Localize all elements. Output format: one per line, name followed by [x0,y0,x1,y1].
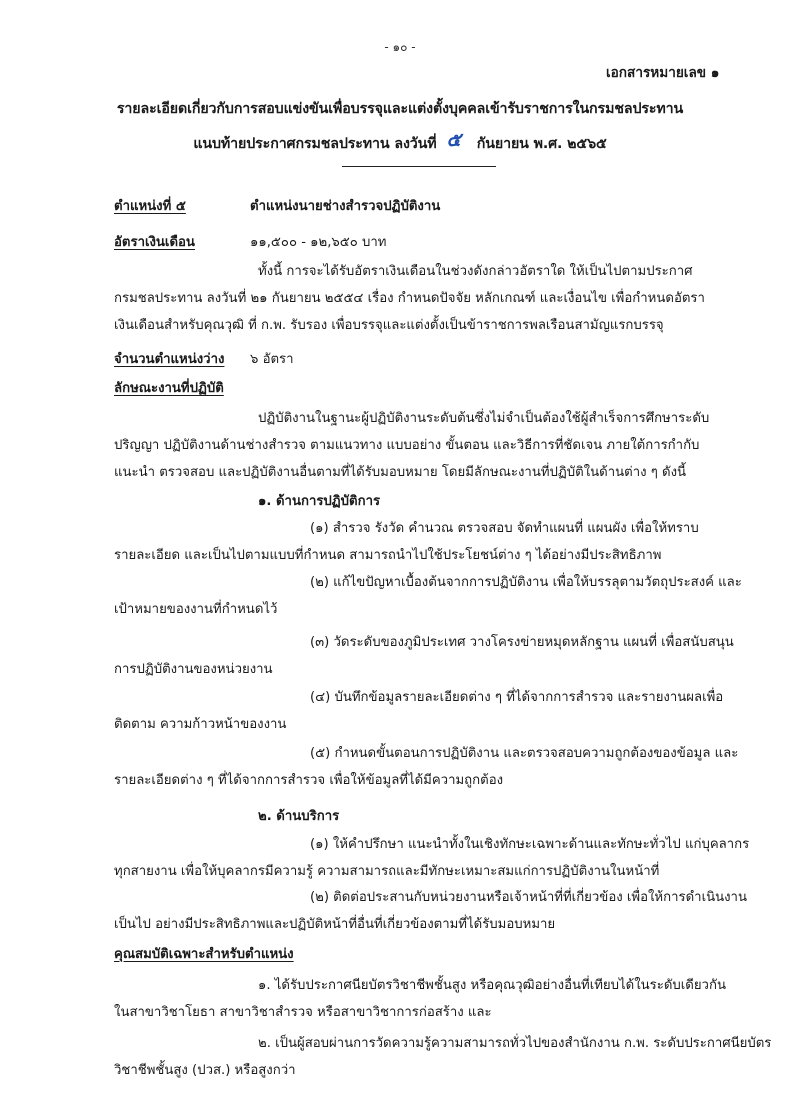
section-services-title: ๒. ด้านบริการ [258,809,340,824]
salary-note-line3: เงินเดือนสำหรับคุณวุฒิ ที่ ก.พ. รับรอง เพื่อบรรจุและแต่งตั้งเป็นข้าราชการพลเรือนสามัญแรกบรรจุ [114,318,664,333]
operations-item-2-rest: เป้าหมายของงานที่กำหนดไว้ [114,602,278,617]
position-title: ตำแหน่งนายช่างสำรวจปฏิบัติงาน [250,199,441,214]
operations-item-1-first: (๑) สำรวจ รังวัด คำนวณ ตรวจสอบ จัดทำแผนที่ แผนผัง เพื่อให้ทราบ [310,521,699,536]
salary-note-line1: ทั้งนี้ การจะได้รับอัตราเงินเดือนในช่วงดังกล่าวอัตราใด ให้เป็นไปตามประกาศ [258,264,693,279]
operations-item-1-rest: รายละเอียด และเป็นไปตามแบบที่กำหนด สามารถนำไปใช้ประโยชน์ต่าง ๆ ได้อย่างมีประสิทธิภาพ [114,548,662,563]
operations-item-5-rest: รายละเอียดต่าง ๆ ที่ได้จากการสำรวจ เพื่อให้ข้อมูลที่ได้มีความถูกต้อง [114,773,504,788]
qualification-item-1-first: ๑. ได้รับประกาศนียบัตรวิชาชีพชั้นสูง หรือคุณวุฒิอย่างอื่นที่เทียบได้ในระดับเดียวกัน [258,978,726,993]
duties-intro-line1: ปฏิบัติงานในฐานะผู้ปฏิบัติงานระดับต้นซึ่งไม่จำเป็นต้องใช้ผู้สำเร็จการศึกษาระดับ [258,411,710,426]
qualifications-heading: คุณสมบัติเฉพาะสำหรับตำแหน่ง [114,947,294,962]
handwritten-day-mark: ๕ [446,129,461,151]
duties-intro-line3: แนะนำ ตรวจสอบ และปฏิบัติงานอื่นตามที่ได้รับมอบหมาย โดยมีลักษณะงานที่ปฏิบัติในด้านต่าง ๆ ดังนี้ [114,465,687,480]
duties-heading: ลักษณะงานที่ปฏิบัติ [114,381,224,396]
salary-note-line2: กรมชลประทาน ลงวันที่ ๒๑ กันยายน ๒๕๕๔ เรื่อง กำหนดปัจจัย หลักเกณฑ์ และเงื่อนไข เพื่อกำหนดอัตรา [114,291,705,306]
operations-item-3-first: (๓) วัดระดับของภูมิประเทศ วางโครงข่ายหมุดหลักฐาน แผนที่ เพื่อสนับสนุน [310,635,734,650]
operations-item-3-rest: การปฏิบัติงานของหน่วยงาน [114,662,273,677]
position-label: ตำแหน่งที่ ๕ [114,199,186,214]
services-item-1-rest: ทุกสายงาน เพื่อให้บุคลากรมีความรู้ ความสามารถและมีทักษะเหมาะสมแก่การปฏิบัติงานในหน้าที่ [114,864,660,879]
document-title-line2 [0,127,800,157]
duties-intro-line2: ปริญญา ปฏิบัติงานด้านช่างสำรวจ ตามแนวทาง แบบอย่าง ขั้นตอน และวิธีการที่ชัดเจน ภายใต้การกำกับ [114,438,700,453]
operations-item-4-first: (๔) บันทึกข้อมูลรายละเอียดต่าง ๆ ที่ได้จากการสำรวจ และรายงานผลเพื่อ [310,690,724,705]
qualification-item-2-first: ๒. เป็นผู้สอบผ่านการวัดความรู้ความสามารถทั่วไปของสำนักงาน ก.พ. ระดับประกาศนียบัตร [258,1036,772,1051]
vacancies-count: ๖ อัตรา [250,352,294,367]
title-suffix: กันยายน พ.ศ. ๒๕๖๕ [476,136,607,152]
salary-label: อัตราเงินเดือน [114,235,195,250]
qualification-item-2-rest: วิชาชีพชั้นสูง (ปวส.) หรือสูงกว่า [114,1063,296,1078]
vacancies-label: จำนวนตำแหน่งว่าง [114,352,225,367]
title-prefix: แนบท้ายประกาศกรมชลประทาน ลงวันที่ [193,136,437,152]
services-item-1-first: (๑) ให้คำปรึกษา แนะนำทั้งในเชิงทักษะเฉพาะด้านและทักษะทั่วไป แก่บุคลากร [310,837,750,852]
services-item-2-rest: เป็นไป อย่างมีประสิทธิภาพและปฏิบัติหน้าที่อื่นที่เกี่ยวข้องตามที่ได้รับมอบหมาย [114,917,556,932]
document-reference: เอกสารหมายเลข ๑ [606,65,720,81]
section-operations-title: ๑. ด้านการปฏิบัติการ [258,494,381,509]
qualification-item-1-rest: ในสาขาวิชาโยธา สาขาวิชาสำรวจ หรือสาขาวิชาการก่อสร้าง และ [114,1005,492,1020]
services-item-2-first: (๒) ติดต่อประสานกับหน่วยงานหรือเจ้าหน้าที่ที่เกี่ยวข้อง เพื่อให้การดำเนินงาน [310,890,747,905]
operations-item-2-first: (๒) แก้ไขปัญหาเบื้องต้นจากการปฏิบัติงาน เพื่อให้บรรลุตามวัตถุประสงค์ และ [310,575,742,590]
operations-item-4-rest: ติดตาม ความก้าวหน้าของงาน [114,717,287,732]
document-title-line1: รายละเอียดเกี่ยวกับการสอบแข่งขันเพื่อบรรจุและแต่งตั้งบุคคลเข้ารับราชการในกรมชลประทาน [116,101,684,117]
title-divider [342,166,496,167]
operations-item-5-first: (๕) กำหนดขั้นตอนการปฏิบัติงาน และตรวจสอบความถูกต้องของข้อมูล และ [310,746,739,761]
page-number: - ๑๐ - [384,40,416,54]
salary-range: ๑๑,๕๐๐ - ๑๒,๖๕๐ บาท [250,235,387,250]
